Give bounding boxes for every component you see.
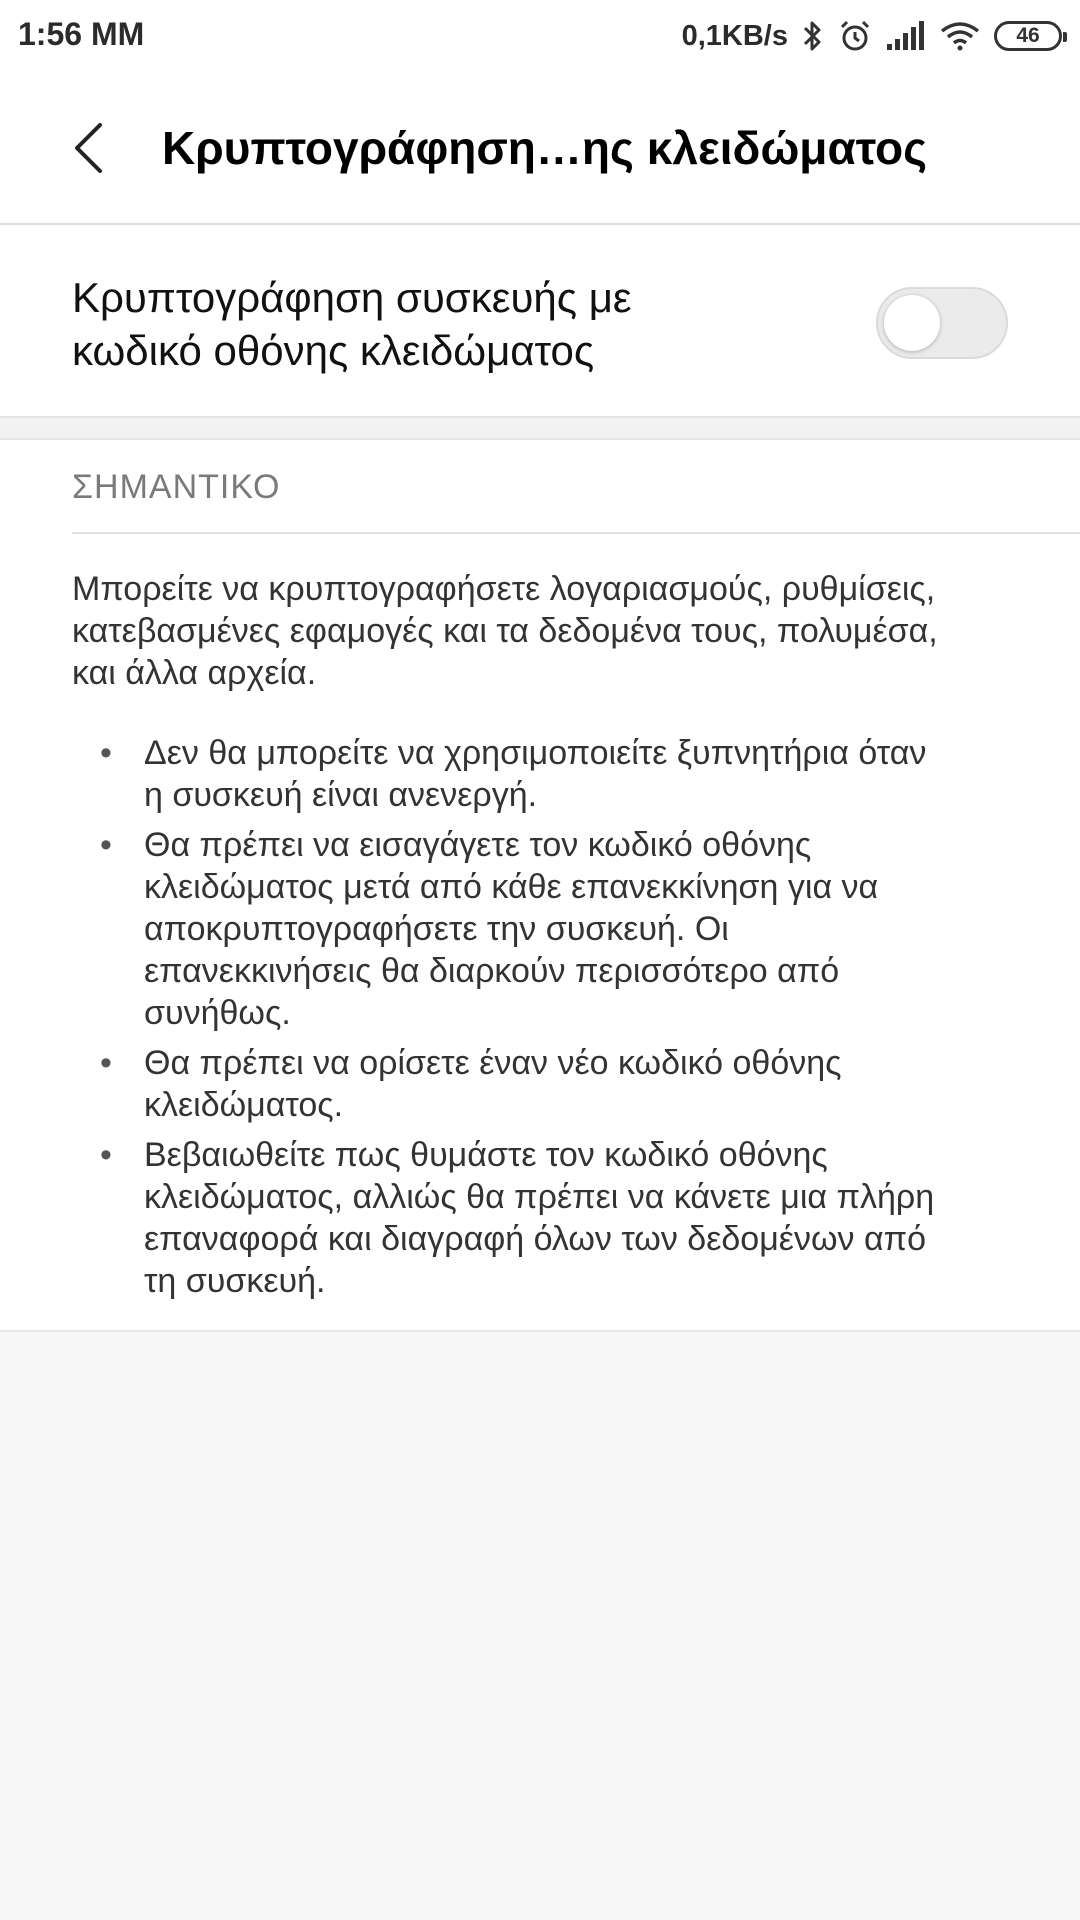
list-item-text: Θα πρέπει να εισαγάγετε τον κωδικό οθόνης κλειδώματος μετά από κάθε επανεκκίνηση για να αποκρυπτογραφήσετε την συσκευή. Οι επανεκκινήσεις θα διαρκούν περισσότερο από συνήθως.: [144, 826, 879, 1032]
chevron-left-icon: [71, 121, 105, 175]
back-button[interactable]: [60, 118, 116, 178]
list-item-text: Δεν θα μπορείτε να χρησιμοποιείτε ξυπνητήρια όταν η συσκευή είναι ανενεργή.: [144, 734, 927, 814]
bullet-icon: •: [100, 826, 112, 864]
app-header: [0, 72, 1080, 225]
list-item: [72, 1042, 952, 1126]
section-divider: [72, 532, 1080, 534]
status-time: 1:56 MM: [18, 16, 145, 52]
list-item-text: Βεβαιωθείτε πως θυμάστε τον κωδικό οθόνης κλειδώματος, αλλιώς θα πρέπει να κάνετε μια πλήρη επαναφορά και διαγραφή όλων των δεδομένων από τη συσκευή.: [144, 1136, 935, 1300]
battery-icon: [994, 21, 1062, 51]
section-gap: [0, 418, 1080, 440]
encrypt-device-switch[interactable]: [876, 287, 1008, 359]
list-item-text: Θα πρέπει να ορίσετε έναν νέο κωδικό οθόνης κλειδώματος.: [144, 1044, 842, 1124]
section-header-important: ΣΗΜΑΝΤΙΚΟ: [72, 468, 281, 506]
bluetooth-icon: [802, 19, 824, 53]
wifi-icon: [940, 21, 980, 51]
page-title: Κρυπτογράφηση…ης κλειδώματος: [162, 122, 927, 174]
encrypt-device-row[interactable]: [0, 225, 1080, 418]
switch-knob: [884, 295, 940, 351]
bullet-icon: •: [100, 1136, 112, 1174]
list-item: [72, 824, 952, 1034]
bullet-icon: •: [100, 1044, 112, 1082]
list-item: [72, 732, 952, 816]
intro-text: Μπορείτε να κρυπτογραφήσετε λογαριασμούς, ρυθμίσεις, κατεβασμένες εφαμογές και τα δεδομένα τους, πολυμέσα, και άλλα αρχεία.: [72, 570, 938, 692]
alarm-icon: [838, 19, 872, 53]
warning-list: [72, 732, 952, 1310]
signal-icon: [886, 21, 926, 51]
bullet-icon: •: [100, 734, 112, 772]
network-speed: 0,1KB/s: [681, 19, 788, 52]
important-info-card: [0, 440, 1080, 1332]
battery-level: 46: [1016, 24, 1040, 47]
status-bar: [0, 0, 1080, 72]
list-item: [72, 1134, 952, 1302]
encrypt-device-label: Κρυπτογράφηση συσκευής με κωδικό οθόνης κλειδώματος: [72, 274, 632, 374]
status-icons: [682, 14, 1062, 58]
